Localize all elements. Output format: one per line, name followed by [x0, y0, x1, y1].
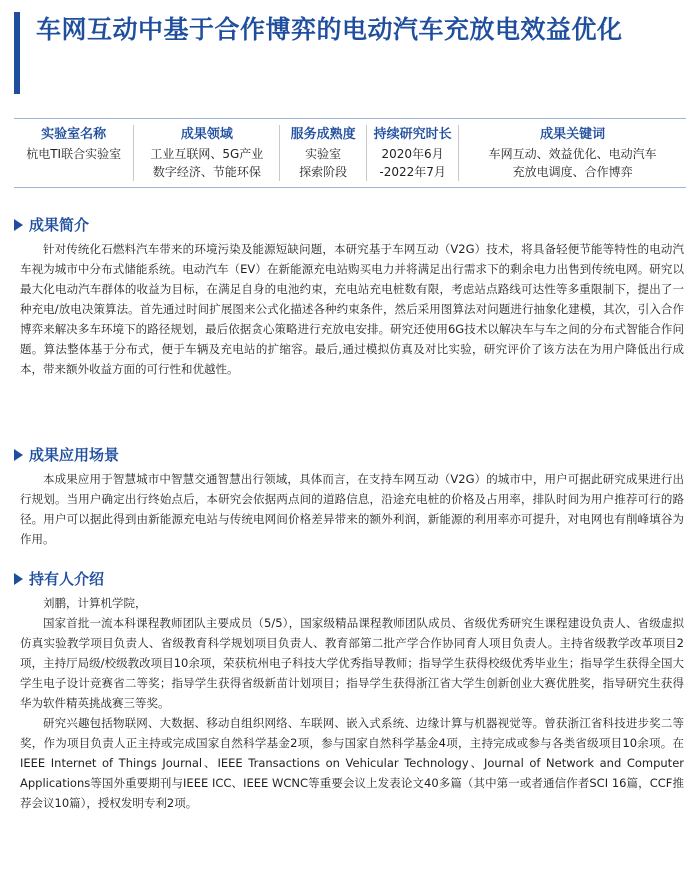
triangle-bullet-icon	[14, 219, 23, 231]
section-heading	[14, 214, 684, 236]
col-header: 成果关键词	[540, 127, 606, 142]
col-field	[134, 125, 280, 181]
section-heading-text: 成果简介	[29, 216, 90, 234]
info-table	[14, 118, 686, 188]
section-heading-text: 持有人介绍	[29, 570, 105, 588]
keywords-line: 充放电调度、合作博弈	[512, 165, 633, 179]
duration-line: -2022年7月	[379, 165, 446, 179]
triangle-bullet-icon	[14, 449, 23, 461]
col-duration	[367, 125, 459, 181]
field-line: 数字经济、节能环保	[152, 165, 261, 179]
maturity-line: 探索阶段	[299, 165, 348, 179]
field-line: 工业互联网、5G产业	[150, 147, 264, 161]
section-heading	[14, 568, 684, 590]
col-header: 持续研究时长	[373, 127, 452, 142]
duration-line: 2020年6月	[381, 147, 444, 161]
section-heading	[14, 444, 684, 466]
section-intro	[14, 214, 684, 379]
col-keywords	[459, 125, 686, 181]
intro-paragraph: 针对传统化石燃料汽车带来的环境污染及能源短缺问题，本研究基于车网互动（V2G）技术，将具备轻便节能等特性的电动汽车视为城市中分布式储能系统。电动汽车（EV）在新能源充电站购买电力并将满足出行需求下的剩余电力出售到传统电网。研究以最大化电动汽车群体的收益为目标，在满足自身的电池约束，充电站充电桩数有限，考虑站点路线可达性等多重限制下，提出了一种充电/放电决策算法。首先通过时间扩展图来公式化描述各种约束条件，然后采用图算法对问题进行抽象化建模，其次，引入合作博弈来解决多车环境下的路径规划，最后依据贪心策略进行充放电安排。研究还使用6G技术以解决车与车之间的分布式智能合作问题。算法整体基于分布式，便于车辆及充电站的扩缩容。最后,通过模拟仿真及对比实验，研究评价了该方法在为用户降低出行成本，带来额外收益方面的可行性和优越性。	[20, 242, 684, 376]
section-heading-text: 成果应用场景	[29, 446, 120, 464]
section-scenario	[14, 444, 684, 549]
scenario-paragraph: 本成果应用于智慧城市中智慧交通智慧出行领域，具体而言，在支持车网互动（V2G）的城市中，用户可据此研究成果进行出行规划。当用户确定出行终始点后，本研究会依据两点间的道路信息，沿途充电桩的价格及占用率，排队时间为用户推荐可行的路径。用户可以据此得到由新能源充电站与传统电网间价格差异带来的额外利润，新能源的利用率亦可提升，对电网也有削峰填谷为作用。	[20, 472, 684, 546]
col-header: 服务成熟度	[290, 127, 356, 142]
section-owner	[14, 568, 684, 813]
title-accent-bar	[14, 12, 20, 94]
page-title: 车网互动中基于合作博弈的电动汽车充放电效益优化	[36, 15, 623, 44]
owner-bio-paragraph: 国家首批一流本科课程教师团队主要成员（5/5），国家级精品课程教师团队成员、省级优秀研究生课程建设负责人、省级虚拟仿真实验教学项目负责人、省级教育科学规划项目负责人、教育部第二批产学合作协同育人项目负责人。主持省级教学改革项目2项，主持厅局级/校级教改项目10余项，荣获杭州电子科技大学优秀指导教师；指导学生获得校级优秀毕业生；指导学生获得全国大学生电子设计竞赛省二等奖；指导学生获得省级新苗计划项目；指导学生获得浙江省大学生创新创业大赛优胜奖，指导研究生获得华为软件精英挑战赛三等奖。	[20, 616, 684, 710]
col-header: 成果领域	[180, 127, 233, 142]
col-maturity	[280, 125, 366, 181]
keywords-line: 车网互动、效益优化、电动汽车	[488, 147, 657, 161]
owner-research-paragraph: 研究兴趣包括物联网、大数据、移动自组织网络、车联网、嵌入式系统、边缘计算与机器视觉等。曾获浙江省科技进步奖二等奖，作为项目负责人正主持或完成国家自然科学基金2项，参与国家自然科学基金4项，主持完成或参与各类省级项目10余项。在IEEE Internet of Things Journal、IEEE Transactions on Vehicular Technology、Journal of Network and Computer Applications等国外重要期刊与IEEE ICC、IEEE WCNC等重要会议上发表论文40多篇（其中第一或者通信作者SCI 16篇，CCF推荐会议10篇），授权发明专利2项。	[20, 716, 684, 810]
maturity-line: 实验室	[305, 147, 342, 161]
col-header: 实验室名称	[41, 127, 107, 142]
triangle-bullet-icon	[14, 573, 23, 585]
lab-name: 杭电TI联合实验室	[26, 147, 122, 161]
title-block	[14, 10, 684, 50]
col-lab	[14, 125, 134, 181]
owner-name-line: 刘鹏，计算机学院，	[43, 596, 147, 610]
